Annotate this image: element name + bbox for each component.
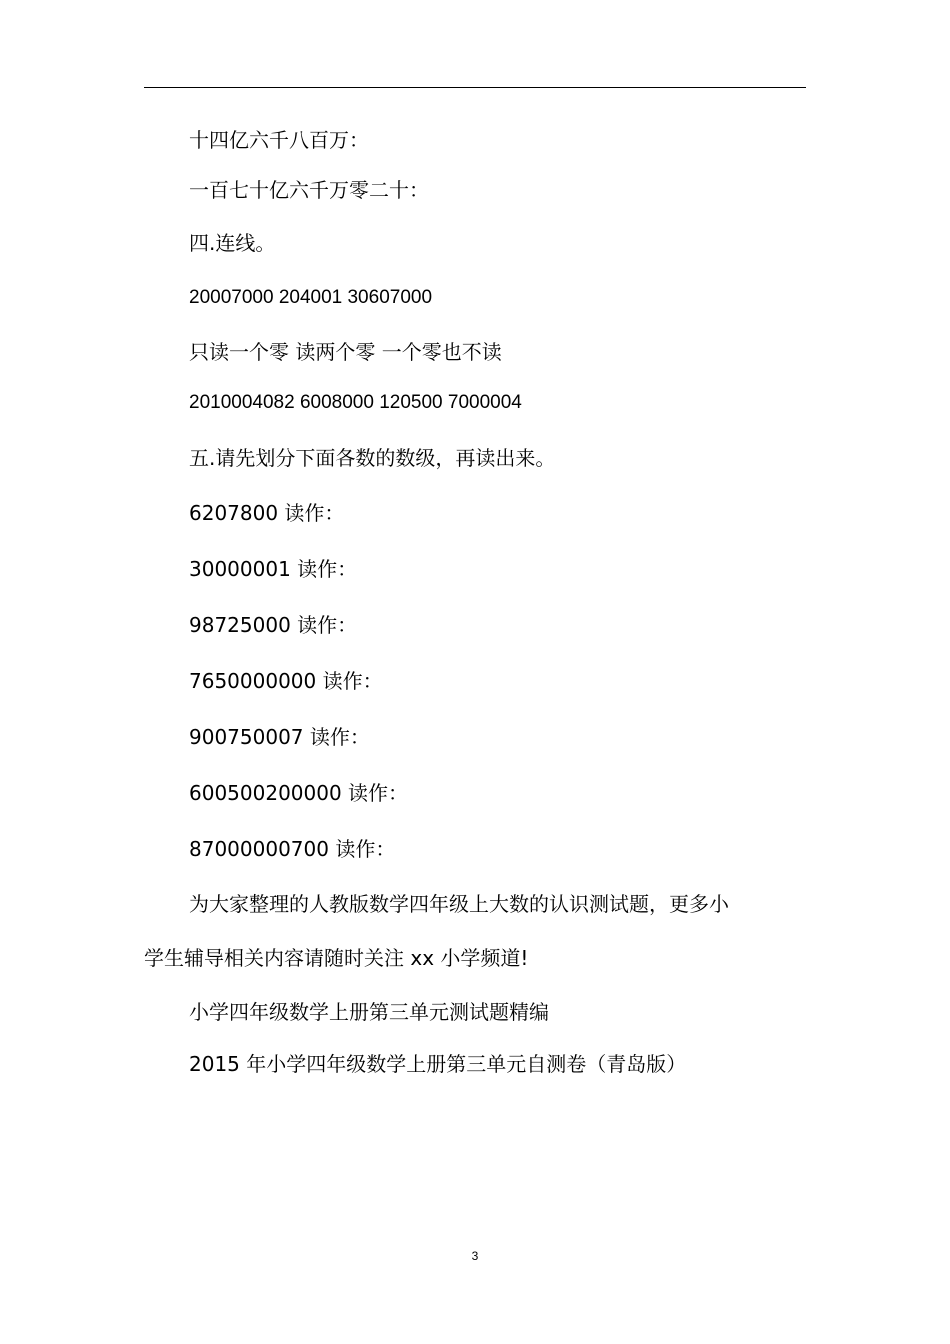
related-link-1[interactable]: 小学四年级数学上册第三单元测试题精编 — [189, 1000, 549, 1024]
closing-paragraph-line-1: 为大家整理的人教版数学四年级上大数的认识测试题，更多小 — [189, 892, 729, 916]
section-heading-5: 五.请先划分下面各数的数级，再读出来。 — [189, 446, 556, 470]
header-rule — [144, 87, 806, 88]
exercise-line-2: 30000001 读作： — [189, 557, 358, 581]
exercise-line-3: 98725000 读作： — [189, 613, 358, 637]
related-link-2[interactable]: 2015 年小学四年级数学上册第三单元自测卷（青岛版） — [189, 1052, 687, 1076]
matching-options-row: 只读一个零 读两个零 一个零也不读 — [189, 340, 502, 364]
closing-paragraph-line-2: 学生辅导相关内容请随时关注 xx 小学频道! — [144, 946, 529, 970]
page-number: 3 — [471, 1249, 479, 1263]
exercise-line-6: 600500200000 读作： — [189, 781, 409, 805]
exercise-line-4: 7650000000 读作： — [189, 669, 383, 693]
exercise-line-5: 900750007 读作： — [189, 725, 370, 749]
exercise-line-1: 6207800 读作： — [189, 501, 345, 525]
number-row-2: 2010004082 6008000 120500 7000004 — [189, 392, 522, 413]
number-row-1: 20007000 204001 30607000 — [189, 287, 433, 308]
text-line-1: 十四亿六千八百万： — [189, 128, 369, 152]
section-heading-4: 四.连线。 — [189, 231, 276, 255]
exercise-line-7: 87000000700 读作： — [189, 837, 396, 861]
text-line-2: 一百七十亿六千万零二十： — [189, 178, 429, 202]
